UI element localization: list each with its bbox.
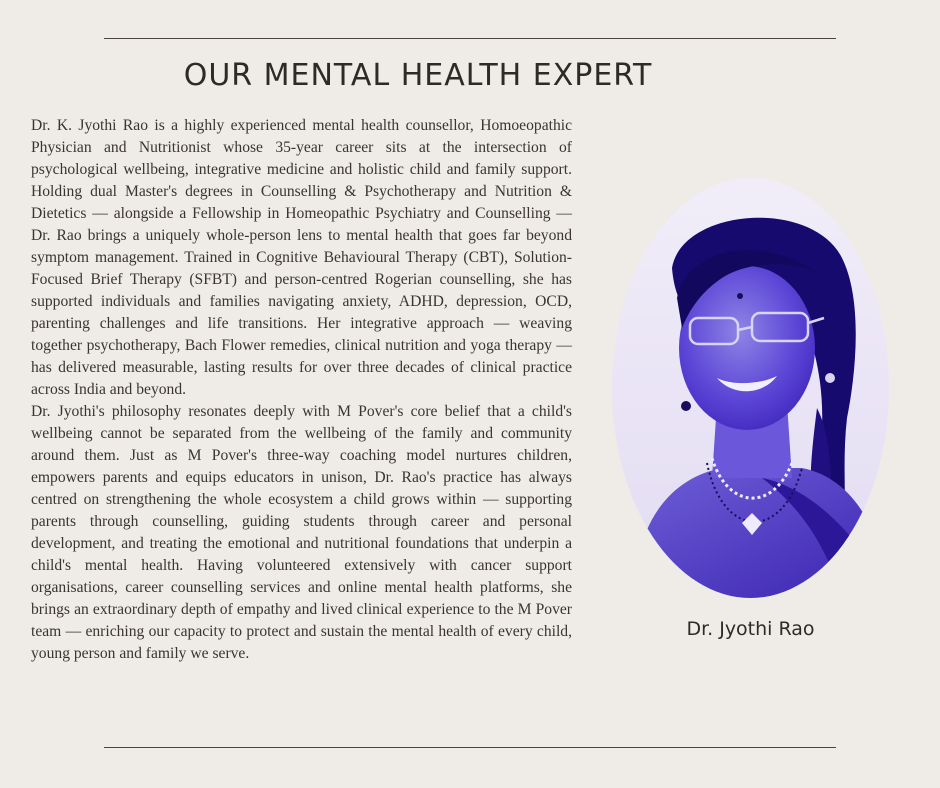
page-title: OUR MENTAL HEALTH EXPERT	[183, 58, 653, 93]
portrait-illustration	[612, 178, 889, 598]
bio-paragraph-1: Dr. K. Jyothi Rao is a highly experienced mental health counsellor, Homoeopathic Physician and Nutritionist whose 35-year career sits at the intersection of psychological wellbeing, integrative medicine and holistic child and family support. Holding dual Master's degrees in Counselling & Psychotherapy and Nutrition & Dietetics — alongside a Fellowship in Homeopathic Psychiatry and Counselling — Dr. Rao brings a uniquely whole-person lens to mental health that goes far beyond symptom management. Trained in Cognitive Behavioural Therapy (CBT), Solution-Focused Brief Therapy (SFBT) and person-centred Rogerian counselling, she has supported individuals and families navigating anxiety, ADHD, depression, OCD, parenting challenges and life transitions. Her integrative approach — weaving together psychotherapy, Bach Flower remedies, clinical nutrition and yoga therapy — has delivered measurable, lasting results for over three decades of clinical practice across India and beyond.	[31, 117, 572, 398]
bio-paragraph-2: Dr. Jyothi's philosophy resonates deeply with M Pover's core belief that a child's wellbeing cannot be separated from the wellbeing of the family and community around them. Just as M Pover's three-way coaching model nurtures children, empowers parents and equips educators in unison, Dr. Rao's practice has always centred on strengthening the whole ecosystem a child grows within — supporting parents through counselling, guiding students through career and personal development, and treating the emotional and nutritional foundations that underpin a child's mental health. Having volunteered extensively with cancer support organisations, career counselling services and online mental health platforms, she brings an extraordinary depth of empathy and lived clinical experience to the M Pover team — enriching our capacity to protect and sustain the mental health of every child, young person and family we serve.	[31, 403, 572, 662]
portrait-caption: Dr. Jyothi Rao	[686, 618, 815, 640]
top-divider	[104, 38, 836, 39]
bio-text	[31, 115, 572, 665]
bottom-divider	[104, 747, 836, 748]
portrait-photo	[612, 178, 889, 598]
